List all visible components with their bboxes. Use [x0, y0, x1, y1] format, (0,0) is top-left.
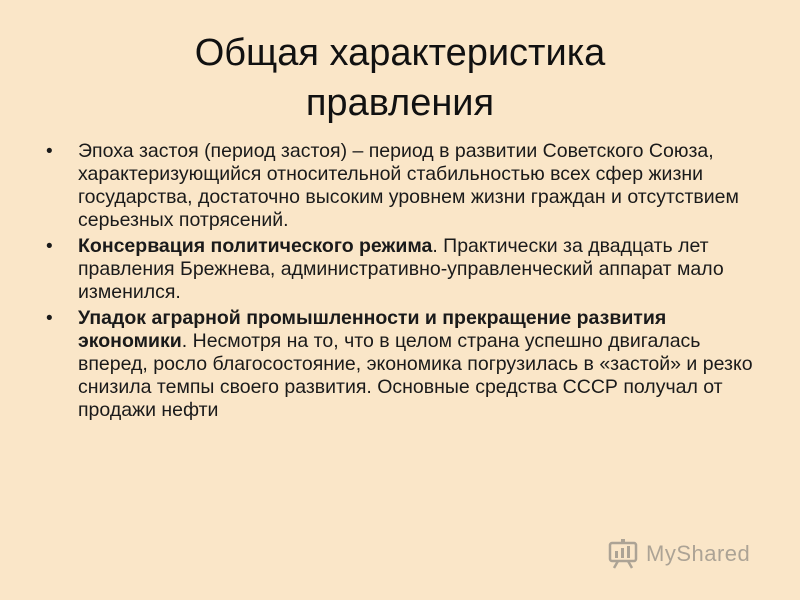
title-line-1: Общая характеристика [194, 32, 606, 74]
bullet-2-bold: Консервация политического режима [78, 235, 433, 257]
bullet-marker: • [46, 141, 53, 162]
bullet-item-2 [40, 235, 770, 304]
bullet-3-text: . Несмотря на то, что в целом страна успешно двигалась вперед, росло благосостояние, экономика погрузилась в «застой» и резко снизила темпы своего развития. Основные средства СССР получал от продажи нефти [78, 330, 753, 421]
bullet-item-3 [40, 307, 770, 422]
bullet-3-bold: Упадок аграрной промышленности и прекращение развития экономики [78, 307, 667, 352]
bullet-2-text: . Практически за двадцать лет правления Брежнева, административно-управленческий аппарат мало изменился. [78, 235, 724, 303]
slide-title [60, 28, 740, 128]
bullet-item-1 [40, 140, 770, 232]
bullet-marker: • [46, 236, 53, 257]
title-line-2: правления [305, 82, 495, 124]
bullet-1-text: Эпоха застоя (период застоя) – период в развитии Советского Союза, характеризующийся относительной стабильностью всех сфер жизни государства, достаточно высоким уровнем жизни граждан и отсутствием серьезных потрясений. [78, 140, 739, 231]
bullet-list [40, 140, 770, 425]
watermark-text: MyShared [646, 541, 751, 566]
bullet-marker: • [46, 308, 53, 329]
watermark [606, 536, 750, 572]
myshared-logo-icon [606, 537, 640, 571]
